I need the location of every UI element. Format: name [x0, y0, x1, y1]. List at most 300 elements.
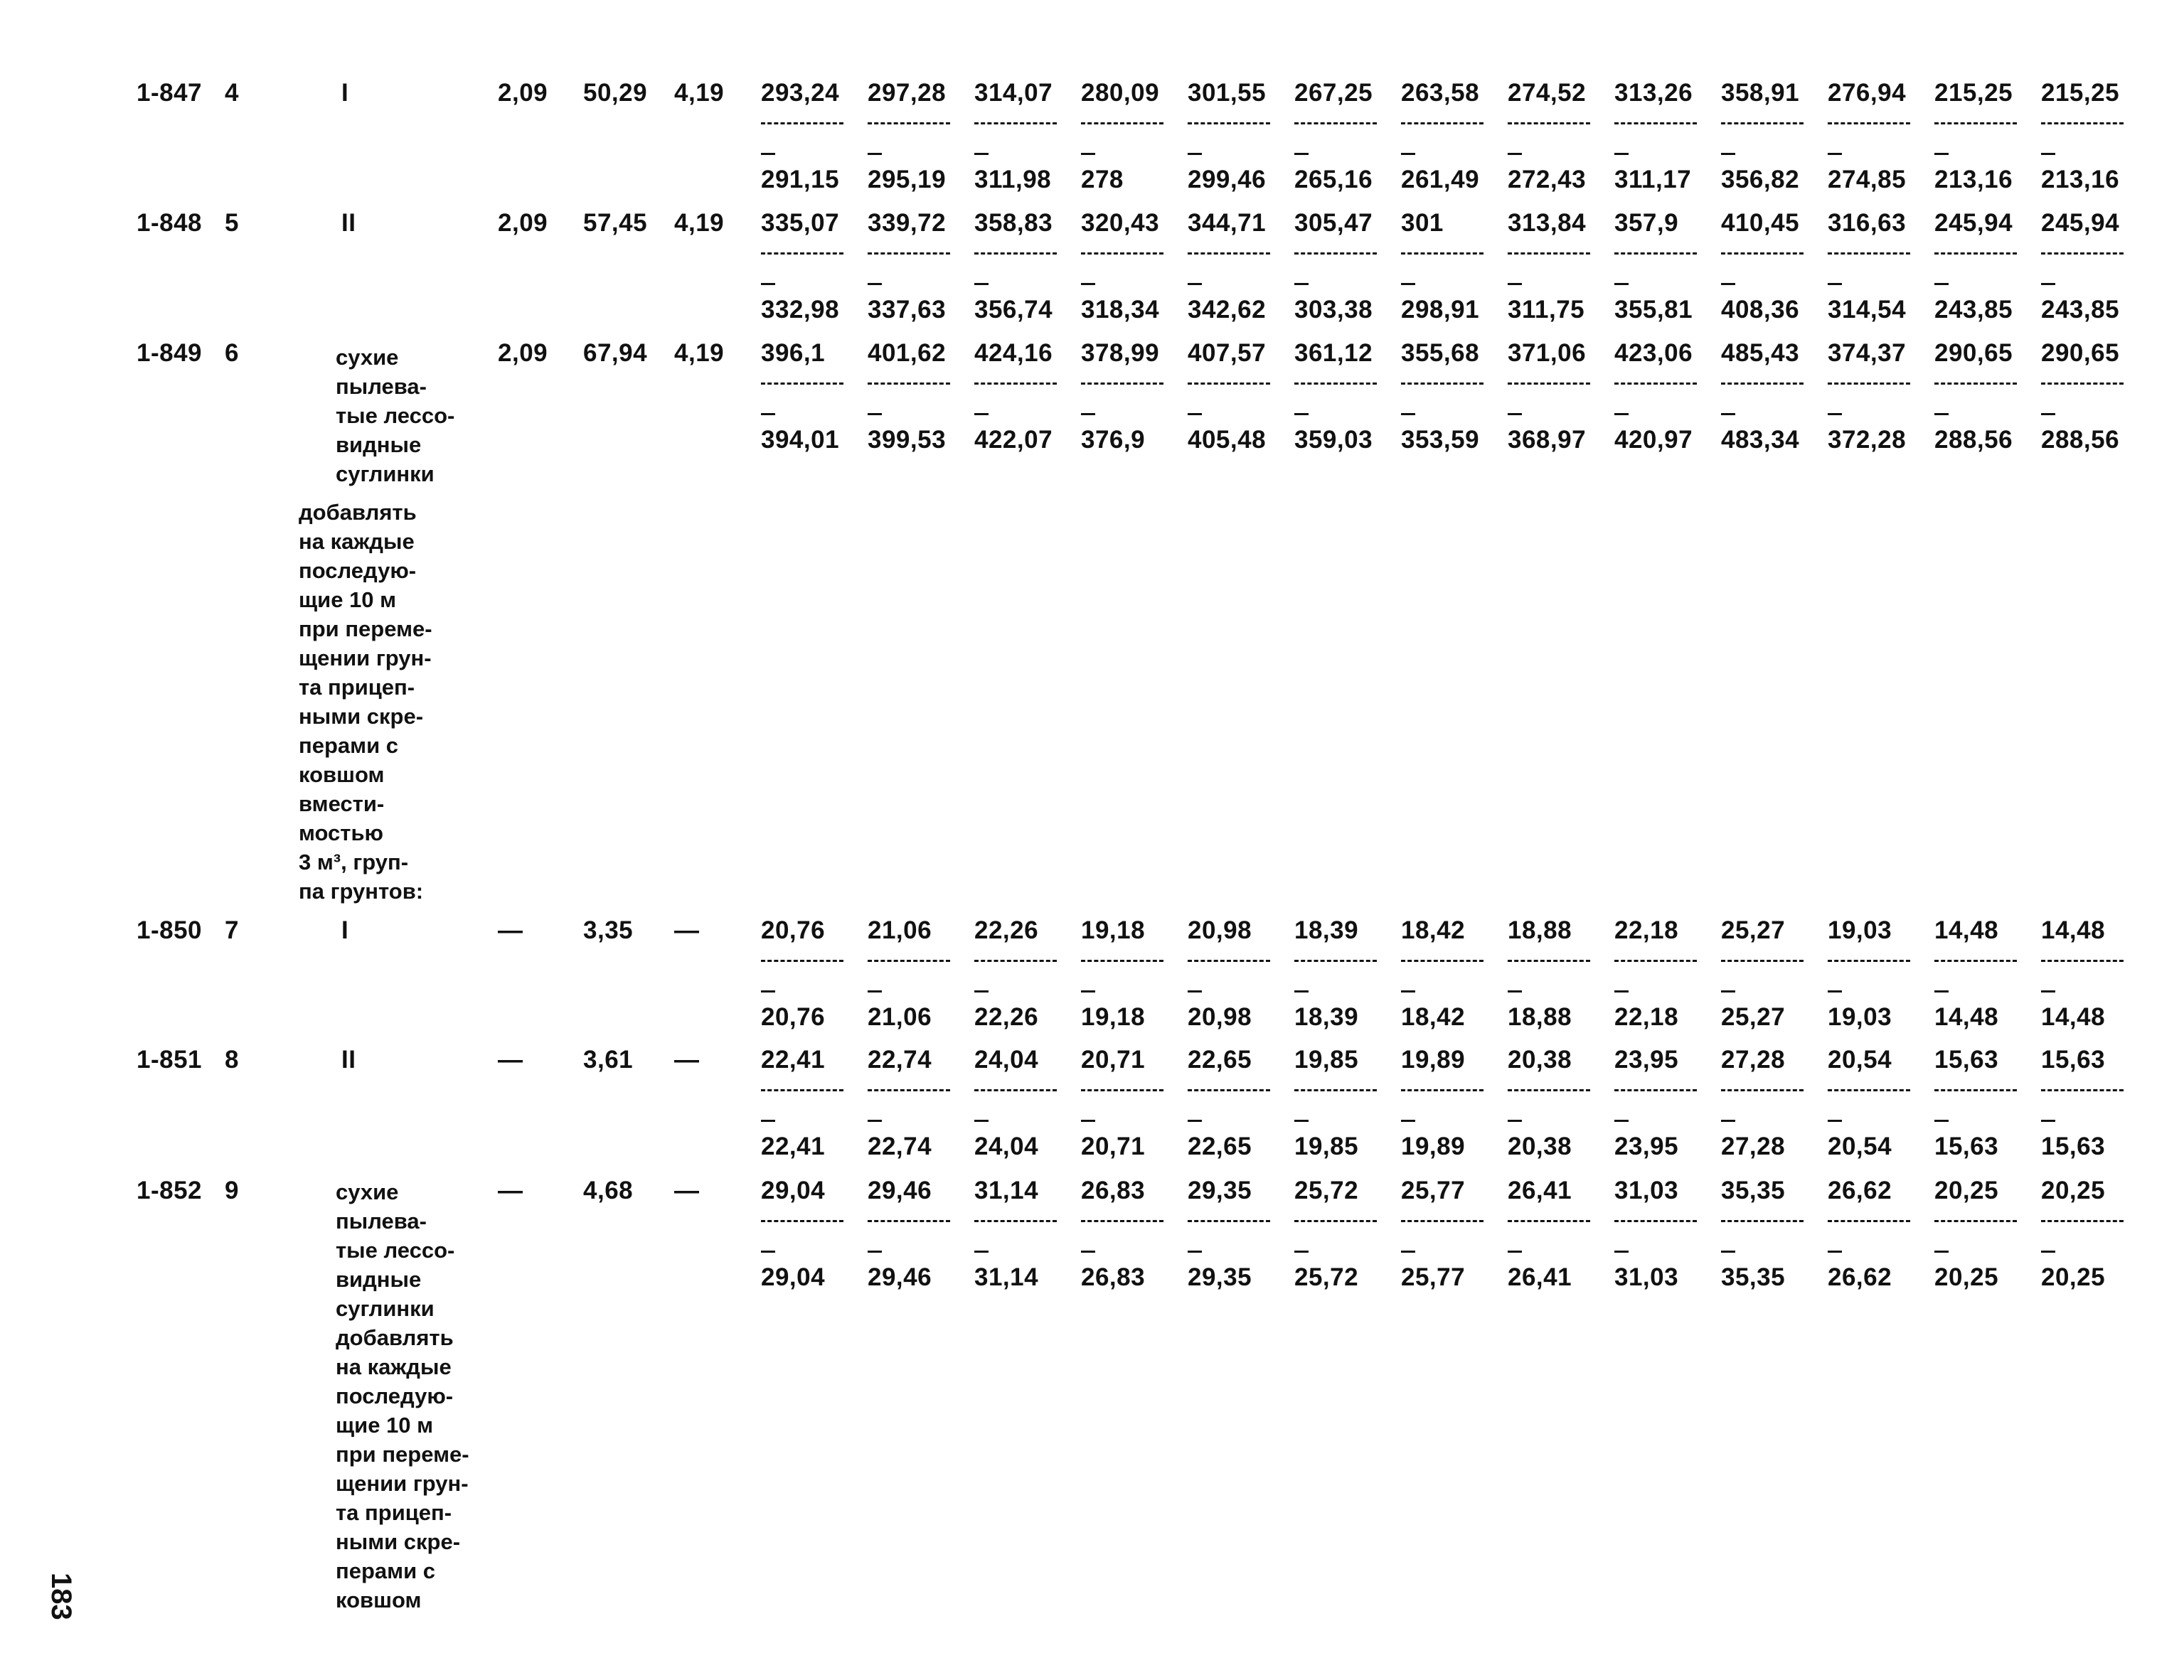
fraction-numerator: 26,62 — [1828, 1177, 1892, 1204]
fraction-numerator: 293,24 — [761, 79, 840, 107]
fraction-line — [1401, 1220, 1483, 1222]
fraction-numerator: 21,06 — [868, 916, 932, 944]
fraction-dash — [974, 413, 989, 415]
fraction-numerator: 301,55 — [1188, 79, 1267, 107]
fraction-line — [974, 382, 1057, 385]
fraction-denominator: 368,97 — [1508, 426, 1587, 454]
col-3-value: — — [674, 1177, 700, 1204]
fraction-denominator: 356,82 — [1721, 166, 1800, 193]
fraction-line — [1721, 382, 1804, 385]
fraction-dash — [1934, 1120, 1949, 1122]
fraction-line — [1508, 252, 1590, 255]
fraction-line — [1828, 1089, 1910, 1091]
fraction-denominator: 20,25 — [2041, 1263, 2106, 1291]
fraction-line — [1721, 1220, 1804, 1222]
fraction-numerator: 15,63 — [2041, 1046, 2106, 1074]
fraction-numerator: 267,25 — [1294, 79, 1373, 107]
fraction-denominator: 303,38 — [1294, 296, 1373, 323]
fraction-denominator: 318,34 — [1081, 296, 1160, 323]
fraction-dash — [1828, 1251, 1842, 1253]
fraction-line — [1294, 382, 1377, 385]
fraction-dash — [1828, 413, 1842, 415]
fraction-denominator: 20,98 — [1188, 1003, 1252, 1031]
row-group-label: II — [341, 1046, 356, 1074]
fraction-numerator: 313,84 — [1508, 209, 1587, 237]
row-number: 4 — [225, 79, 239, 107]
fraction-numerator: 20,38 — [1508, 1046, 1572, 1074]
fraction-numerator: 378,99 — [1081, 339, 1160, 367]
col-3-value: 4,19 — [674, 209, 725, 237]
fraction-dash — [1401, 1251, 1415, 1253]
fraction-dash — [761, 153, 775, 155]
row-code: 1-852 — [137, 1177, 203, 1204]
col-3-value: — — [674, 1046, 700, 1074]
fraction-denominator: 25,72 — [1294, 1263, 1359, 1291]
fraction-numerator: 355,68 — [1401, 339, 1480, 367]
fraction-line — [1081, 1089, 1163, 1091]
fraction-dash — [1828, 283, 1842, 285]
row-code: 1-850 — [137, 916, 203, 944]
fraction-dash — [1934, 283, 1949, 285]
fraction-denominator: 29,46 — [868, 1263, 932, 1291]
fraction-dash — [1081, 1120, 1095, 1122]
fraction-line — [1294, 252, 1377, 255]
fraction-line — [1721, 122, 1804, 124]
fraction-dash — [974, 283, 989, 285]
fraction-numerator: 424,16 — [974, 339, 1053, 367]
fraction-dash — [1721, 283, 1735, 285]
fraction-denominator: 243,85 — [2041, 296, 2120, 323]
row-6-description: сухие пылева- тые лессо- видные суглинки — [336, 345, 455, 486]
fraction-dash — [868, 283, 882, 285]
fraction-numerator: 357,9 — [1614, 209, 1679, 237]
fraction-numerator: 19,89 — [1401, 1046, 1466, 1074]
fraction-denominator: 288,56 — [2041, 426, 2120, 454]
fraction-dash — [1081, 153, 1095, 155]
fraction-dash — [2041, 1120, 2055, 1122]
section-description: добавлять на каждые последую- щие 10 м при переме- щении грун- та прицеп- ными скре- перами с ковшом вмести- мостью 3 м³, груп- па грунтов: — [299, 500, 432, 904]
fraction-numerator: 31,03 — [1614, 1177, 1679, 1204]
row-group-label: I — [341, 916, 349, 944]
fraction-dash — [1934, 153, 1949, 155]
fraction-denominator: 15,63 — [2041, 1133, 2106, 1160]
row-code: 1-851 — [137, 1046, 203, 1074]
fraction-dash — [1614, 153, 1629, 155]
fraction-numerator: 20,71 — [1081, 1046, 1146, 1074]
fraction-line — [868, 252, 950, 255]
fraction-denominator: 14,48 — [2041, 1003, 2106, 1031]
fraction-denominator: 24,04 — [974, 1133, 1039, 1160]
fraction-denominator: 332,98 — [761, 296, 840, 323]
row-number: 5 — [225, 209, 239, 237]
fraction-dash — [761, 413, 775, 415]
fraction-line — [1614, 122, 1697, 124]
fraction-dash — [1081, 1251, 1095, 1253]
fraction-denominator: 18,39 — [1294, 1003, 1359, 1031]
fraction-denominator: 35,35 — [1721, 1263, 1786, 1291]
fraction-dash — [1188, 283, 1202, 285]
fraction-numerator: 35,35 — [1721, 1177, 1786, 1204]
fraction-denominator: 26,41 — [1508, 1263, 1572, 1291]
fraction-line — [2041, 252, 2124, 255]
fraction-line — [1401, 960, 1483, 962]
fraction-numerator: 358,83 — [974, 209, 1053, 237]
fraction-denominator: 420,97 — [1614, 426, 1693, 454]
fraction-line — [974, 252, 1057, 255]
fraction-numerator: 316,63 — [1828, 209, 1907, 237]
row-number: 8 — [225, 1046, 239, 1074]
col-2-value: 4,68 — [583, 1177, 634, 1204]
fraction-dash — [1508, 1120, 1522, 1122]
fraction-denominator: 291,15 — [761, 166, 840, 193]
fraction-numerator: 339,72 — [868, 209, 947, 237]
fraction-numerator: 335,07 — [761, 209, 840, 237]
fraction-dash — [1294, 1120, 1309, 1122]
fraction-line — [1508, 960, 1590, 962]
fraction-numerator: 396,1 — [761, 339, 826, 367]
fraction-denominator: 483,34 — [1721, 426, 1800, 454]
fraction-line — [1508, 122, 1590, 124]
fraction-line — [1828, 382, 1910, 385]
fraction-numerator: 20,54 — [1828, 1046, 1892, 1074]
col-2-value: 57,45 — [583, 209, 648, 237]
fraction-line — [1934, 960, 2017, 962]
fraction-line — [1934, 122, 2017, 124]
fraction-numerator: 29,46 — [868, 1177, 932, 1204]
fraction-numerator: 280,09 — [1081, 79, 1160, 107]
fraction-numerator: 18,39 — [1294, 916, 1359, 944]
fraction-numerator: 485,43 — [1721, 339, 1800, 367]
fraction-dash — [1614, 1120, 1629, 1122]
fraction-numerator: 20,76 — [761, 916, 826, 944]
row-9-description: сухие пылева- тые лессо- видные суглинки добавлять на каждые последую- щие 10 м при переме- щении грун- та прицеп- ными скре- перами с ковшом — [336, 1179, 469, 1612]
fraction-denominator: 22,65 — [1188, 1133, 1252, 1160]
fraction-numerator: 22,74 — [868, 1046, 932, 1074]
fraction-line — [1934, 1220, 2017, 1222]
fraction-denominator: 22,26 — [974, 1003, 1039, 1031]
fraction-line — [1508, 1089, 1590, 1091]
fraction-denominator: 288,56 — [1934, 426, 2013, 454]
fraction-dash — [1188, 990, 1202, 993]
fraction-denominator: 27,28 — [1721, 1133, 1786, 1160]
fraction-line — [1081, 122, 1163, 124]
fraction-dash — [761, 283, 775, 285]
fraction-denominator: 25,77 — [1401, 1263, 1466, 1291]
fraction-dash — [761, 1120, 775, 1122]
fraction-numerator: 344,71 — [1188, 209, 1267, 237]
fraction-denominator: 19,85 — [1294, 1133, 1359, 1160]
fraction-line — [1294, 122, 1377, 124]
fraction-dash — [974, 990, 989, 993]
fraction-denominator: 22,18 — [1614, 1003, 1679, 1031]
fraction-dash — [1614, 413, 1629, 415]
fraction-line — [761, 1089, 843, 1091]
fraction-numerator: 215,25 — [1934, 79, 2013, 107]
col-2-value: 50,29 — [583, 79, 648, 107]
fraction-dash — [1508, 153, 1522, 155]
fraction-numerator: 15,63 — [1934, 1046, 1999, 1074]
fraction-dash — [1294, 153, 1309, 155]
fraction-dash — [1401, 990, 1415, 993]
fraction-dash — [1721, 413, 1735, 415]
fraction-denominator: 359,03 — [1294, 426, 1373, 454]
fraction-dash — [868, 1251, 882, 1253]
fraction-dash — [1614, 283, 1629, 285]
fraction-denominator: 22,41 — [761, 1133, 826, 1160]
fraction-denominator: 394,01 — [761, 426, 840, 454]
fraction-line — [868, 382, 950, 385]
fraction-denominator: 405,48 — [1188, 426, 1267, 454]
fraction-numerator: 358,91 — [1721, 79, 1800, 107]
fraction-denominator: 408,36 — [1721, 296, 1800, 323]
fraction-denominator: 311,98 — [974, 166, 1052, 193]
fraction-denominator: 422,07 — [974, 426, 1053, 454]
fraction-denominator: 299,46 — [1188, 166, 1267, 193]
fraction-denominator: 20,38 — [1508, 1133, 1572, 1160]
fraction-denominator: 353,59 — [1401, 426, 1480, 454]
fraction-line — [1081, 252, 1163, 255]
fraction-dash — [1721, 990, 1735, 993]
fraction-denominator: 337,63 — [868, 296, 947, 323]
fraction-denominator: 31,03 — [1614, 1263, 1679, 1291]
fraction-dash — [1721, 153, 1735, 155]
fraction-numerator: 23,95 — [1614, 1046, 1679, 1074]
fraction-line — [1828, 252, 1910, 255]
fraction-numerator: 14,48 — [2041, 916, 2106, 944]
fraction-line — [1294, 1089, 1377, 1091]
fraction-denominator: 265,16 — [1294, 166, 1373, 193]
fraction-dash — [1401, 413, 1415, 415]
fraction-denominator: 23,95 — [1614, 1133, 1679, 1160]
fraction-numerator: 20,25 — [2041, 1177, 2106, 1204]
fraction-line — [1721, 960, 1804, 962]
fraction-denominator: 372,28 — [1828, 426, 1907, 454]
fraction-line — [2041, 1220, 2124, 1222]
fraction-denominator: 26,62 — [1828, 1263, 1892, 1291]
fraction-dash — [1721, 1251, 1735, 1253]
fraction-denominator: 19,89 — [1401, 1133, 1466, 1160]
fraction-denominator: 314,54 — [1828, 296, 1907, 323]
fraction-dash — [1934, 413, 1949, 415]
fraction-denominator: 278 — [1081, 166, 1124, 193]
fraction-numerator: 22,26 — [974, 916, 1039, 944]
fraction-numerator: 29,04 — [761, 1177, 826, 1204]
fraction-dash — [1721, 1120, 1735, 1122]
fraction-numerator: 18,42 — [1401, 916, 1466, 944]
fraction-dash — [974, 1251, 989, 1253]
col-2-value: 3,61 — [583, 1046, 634, 1074]
col-3-value: — — [674, 916, 700, 944]
fraction-numerator: 20,25 — [1934, 1177, 1999, 1204]
fraction-line — [1614, 252, 1697, 255]
fraction-dash — [868, 990, 882, 993]
row-group-label: II — [341, 209, 356, 237]
fraction-line — [1401, 122, 1483, 124]
fraction-dash — [1294, 1251, 1309, 1253]
fraction-line — [1188, 960, 1270, 962]
fraction-line — [1081, 382, 1163, 385]
fraction-denominator: 22,74 — [868, 1133, 932, 1160]
fraction-dash — [1508, 990, 1522, 993]
fraction-numerator: 423,06 — [1614, 339, 1693, 367]
fraction-line — [2041, 960, 2124, 962]
fraction-line — [2041, 382, 2124, 385]
fraction-numerator: 371,06 — [1508, 339, 1587, 367]
fraction-line — [761, 960, 843, 962]
fraction-numerator: 19,03 — [1828, 916, 1892, 944]
fraction-dash — [2041, 413, 2055, 415]
col-3-value: 4,19 — [674, 339, 725, 367]
fraction-line — [1401, 252, 1483, 255]
fraction-denominator: 19,03 — [1828, 1003, 1892, 1031]
fraction-line — [1934, 252, 2017, 255]
fraction-denominator: 311,17 — [1614, 166, 1692, 193]
fraction-line — [974, 960, 1057, 962]
fraction-dash — [1081, 990, 1095, 993]
fraction-line — [1614, 1220, 1697, 1222]
fraction-dash — [974, 153, 989, 155]
fraction-dash — [1828, 990, 1842, 993]
fraction-line — [868, 122, 950, 124]
fraction-line — [761, 382, 843, 385]
fraction-numerator: 313,26 — [1614, 79, 1693, 107]
fraction-dash — [1614, 1251, 1629, 1253]
fraction-denominator: 213,16 — [2041, 166, 2120, 193]
fraction-dash — [2041, 153, 2055, 155]
fraction-line — [1188, 1220, 1270, 1222]
fraction-line — [868, 960, 950, 962]
fraction-numerator: 314,07 — [974, 79, 1053, 107]
row-group-label: I — [341, 79, 349, 107]
fraction-numerator: 290,65 — [2041, 339, 2120, 367]
fraction-numerator: 290,65 — [1934, 339, 2013, 367]
col-1-value: 2,09 — [498, 339, 548, 367]
fraction-dash — [974, 1120, 989, 1122]
fraction-line — [2041, 1089, 2124, 1091]
fraction-numerator: 29,35 — [1188, 1177, 1252, 1204]
fraction-line — [1188, 122, 1270, 124]
row-code: 1-847 — [137, 79, 203, 107]
fraction-dash — [2041, 990, 2055, 993]
col-3-value: 4,19 — [674, 79, 725, 107]
fraction-denominator: 342,62 — [1188, 296, 1267, 323]
fraction-numerator: 215,25 — [2041, 79, 2120, 107]
fraction-denominator: 29,04 — [761, 1263, 826, 1291]
fraction-dash — [1081, 413, 1095, 415]
fraction-dash — [1294, 413, 1309, 415]
fraction-dash — [1828, 153, 1842, 155]
fraction-numerator: 25,27 — [1721, 916, 1786, 944]
row-code: 1-849 — [137, 339, 203, 367]
row-number: 9 — [225, 1177, 239, 1204]
fraction-denominator: 295,19 — [868, 166, 947, 193]
fraction-line — [1508, 1220, 1590, 1222]
fraction-numerator: 19,85 — [1294, 1046, 1359, 1074]
fraction-numerator: 22,18 — [1614, 916, 1679, 944]
fraction-dash — [1401, 153, 1415, 155]
fraction-numerator: 26,83 — [1081, 1177, 1146, 1204]
fraction-line — [1188, 382, 1270, 385]
fraction-denominator: 29,35 — [1188, 1263, 1252, 1291]
fraction-line — [974, 1089, 1057, 1091]
fraction-dash — [1934, 990, 1949, 993]
fraction-numerator: 18,88 — [1508, 916, 1572, 944]
fraction-numerator: 297,28 — [868, 79, 947, 107]
fraction-denominator: 20,54 — [1828, 1133, 1892, 1160]
fraction-numerator: 25,77 — [1401, 1177, 1466, 1204]
fraction-denominator: 213,16 — [1934, 166, 2013, 193]
col-1-value: 2,09 — [498, 79, 548, 107]
fraction-line — [1081, 960, 1163, 962]
fraction-denominator: 298,91 — [1401, 296, 1480, 323]
fraction-line — [1294, 1220, 1377, 1222]
fraction-line — [2041, 122, 2124, 124]
fraction-denominator: 18,88 — [1508, 1003, 1572, 1031]
fraction-dash — [1614, 990, 1629, 993]
fraction-numerator: 22,65 — [1188, 1046, 1252, 1074]
fraction-dash — [1401, 283, 1415, 285]
fraction-dash — [1508, 413, 1522, 415]
fraction-line — [1614, 1089, 1697, 1091]
fraction-numerator: 245,94 — [1934, 209, 2013, 237]
fraction-line — [1614, 382, 1697, 385]
row-code: 1-848 — [137, 209, 203, 237]
fraction-line — [1081, 1220, 1163, 1222]
fraction-denominator: 14,48 — [1934, 1003, 1999, 1031]
fraction-numerator: 14,48 — [1934, 916, 1999, 944]
fraction-denominator: 311,75 — [1508, 296, 1585, 323]
fraction-line — [761, 252, 843, 255]
fraction-denominator: 243,85 — [1934, 296, 2013, 323]
fraction-dash — [868, 1120, 882, 1122]
fraction-dash — [761, 990, 775, 993]
fraction-numerator: 245,94 — [2041, 209, 2120, 237]
fraction-dash — [1828, 1120, 1842, 1122]
fraction-numerator: 401,62 — [868, 339, 947, 367]
fraction-line — [1721, 1089, 1804, 1091]
col-2-value: 67,94 — [583, 339, 648, 367]
fraction-numerator: 305,47 — [1294, 209, 1373, 237]
fraction-denominator: 20,76 — [761, 1003, 826, 1031]
row-number: 7 — [225, 916, 239, 944]
fraction-denominator: 355,81 — [1614, 296, 1693, 323]
fraction-numerator: 31,14 — [974, 1177, 1039, 1204]
fraction-line — [974, 1220, 1057, 1222]
fraction-denominator: 261,49 — [1401, 166, 1480, 193]
fraction-denominator: 26,83 — [1081, 1263, 1146, 1291]
fraction-numerator: 27,28 — [1721, 1046, 1786, 1074]
fraction-dash — [1294, 990, 1309, 993]
fraction-numerator: 274,52 — [1508, 79, 1587, 107]
fraction-numerator: 26,41 — [1508, 1177, 1572, 1204]
fraction-denominator: 18,42 — [1401, 1003, 1466, 1031]
fraction-line — [1934, 382, 2017, 385]
fraction-denominator: 272,43 — [1508, 166, 1587, 193]
row-number: 6 — [225, 339, 239, 367]
fraction-line — [1401, 382, 1483, 385]
fraction-dash — [2041, 283, 2055, 285]
fraction-line — [1614, 960, 1697, 962]
fraction-line — [1828, 1220, 1910, 1222]
fraction-dash — [1188, 153, 1202, 155]
fraction-line — [974, 122, 1057, 124]
fraction-numerator: 20,98 — [1188, 916, 1252, 944]
fraction-line — [868, 1089, 950, 1091]
fraction-numerator: 374,37 — [1828, 339, 1907, 367]
fraction-numerator: 263,58 — [1401, 79, 1480, 107]
fraction-dash — [1401, 1120, 1415, 1122]
fraction-denominator: 25,27 — [1721, 1003, 1786, 1031]
